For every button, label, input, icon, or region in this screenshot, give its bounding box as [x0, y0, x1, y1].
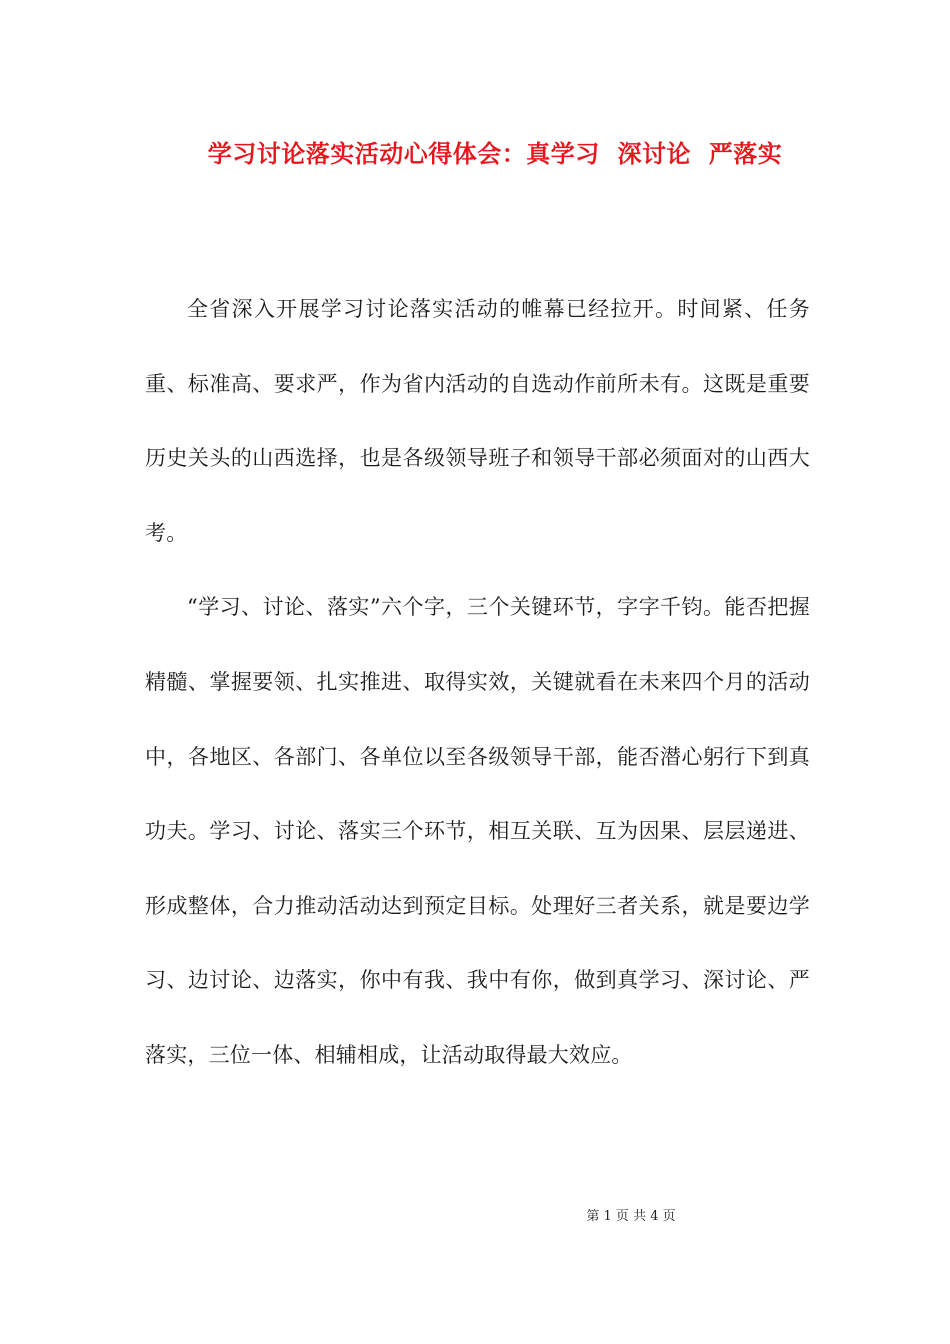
paragraph-2: “学习、讨论、落实”六个字，三个关键环节，字字千钧。能否把握精髓、掌握要领、扎实推进、取得实效，关键就看在未来四个月的活动中，各地区、各部门、各单位以至各级领导干部，能否潜心躬行下到真功夫。学习、讨论、落实三个环节，相互关联、互为因果、层层递进、形成整体，合力推动活动达到预定目标。处理好三者关系，就是要边学习、边讨论、边落实，你中有我、我中有你，做到真学习、深讨论、严落实，三位一体、相辅相成，让活动取得最大效应。	[145, 595, 810, 1067]
paragraph-1: 全省深入开展学习讨论落实活动的帷幕已经拉开。时间紧、任务重、标准高、要求严，作为省内活动的自选动作前所未有。这既是重要历史关头的山西选择，也是各级领导班子和领导干部必须面对的山西大考。	[145, 297, 810, 545]
document-title: 学习讨论落实活动心得体会：真学习 深讨论 严落实	[207, 139, 783, 168]
document-body	[145, 272, 810, 1093]
page-number-footer: 第 1 页 共 4 页	[586, 1209, 676, 1224]
